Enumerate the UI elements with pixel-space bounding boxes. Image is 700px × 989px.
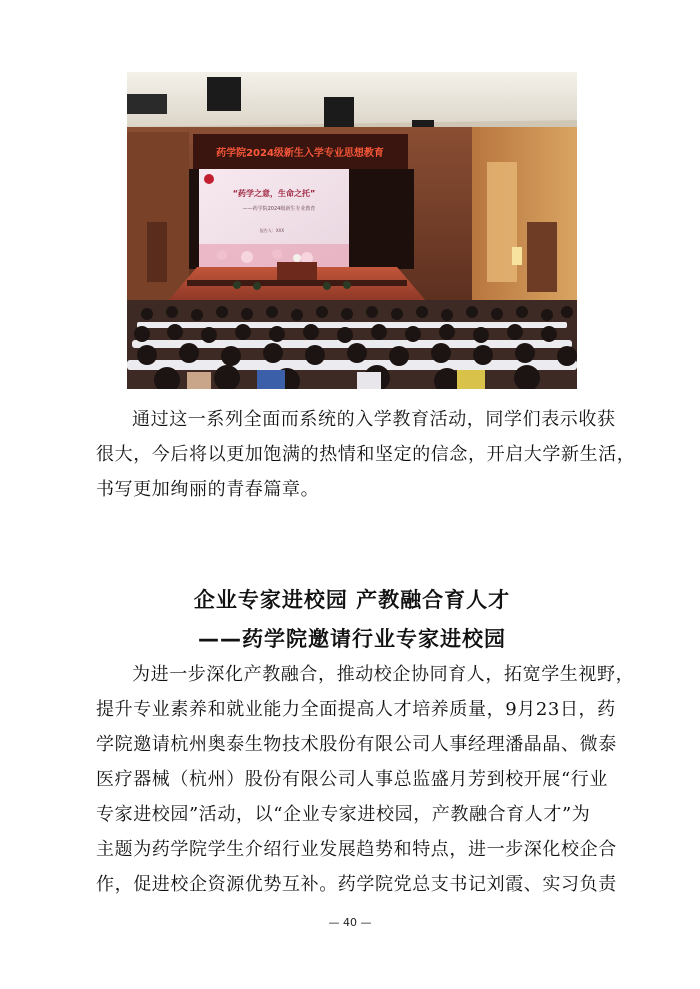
article-title: 企业专家进校园 产教融合育人才 [193, 588, 511, 612]
paragraph-line: 提升专业素养和就业能力全面提高人才培养质量，9月23日，药 [96, 699, 616, 720]
paragraph-line: 作，促进校企资源优势互补。药学院党总支书记刘霞、实习负责 [96, 874, 617, 895]
paragraph-line: 很大，今后将以更加饱满的热情和坚定的信念，开启大学新生活， [96, 444, 636, 465]
screen-speaker: 报告人：XXX [259, 228, 285, 233]
event-photo [127, 72, 577, 389]
ceiling-light [324, 97, 354, 127]
article-body-paragraph [96, 657, 635, 902]
screen-subtitle: ——药学院2024级新生专业教育 [242, 206, 316, 212]
paragraph-line: 通过这一系列全面而系统的入学教育活动，同学们表示收获 [132, 409, 616, 430]
ceiling-light [207, 77, 241, 111]
paragraph-line: 学院邀请杭州奥泰生物技术股份有限公司人事经理潘晶晶、微泰 [96, 734, 617, 755]
article-subtitle: ——药学院邀请行业专家进校园 [198, 627, 506, 651]
paragraph-line: 医疗器械（杭州）股份有限公司人事总监盛月芳到校开展“行业 [96, 769, 608, 790]
page-number: — 40 — [328, 916, 372, 929]
podium [277, 262, 317, 280]
paragraph-line: 主题为药学院学生介绍行业发展趋势和特点，进一步深化校企合 [96, 839, 617, 860]
paragraph-line: 书写更加绚丽的青春篇章。 [96, 479, 320, 500]
screen-title: “药学之意，生命之托” [232, 189, 316, 198]
closing-paragraph [96, 402, 636, 507]
stage-banner: 药学院2024级新生入学专业思想教育 [216, 148, 384, 159]
paragraph-line: 为进一步深化产教融合，推动校企协同育人，拓宽学生视野， [132, 664, 635, 685]
paragraph-line: 专家进校园”活动，以“企业专家进校园，产教融合育人才”为 [96, 804, 591, 825]
